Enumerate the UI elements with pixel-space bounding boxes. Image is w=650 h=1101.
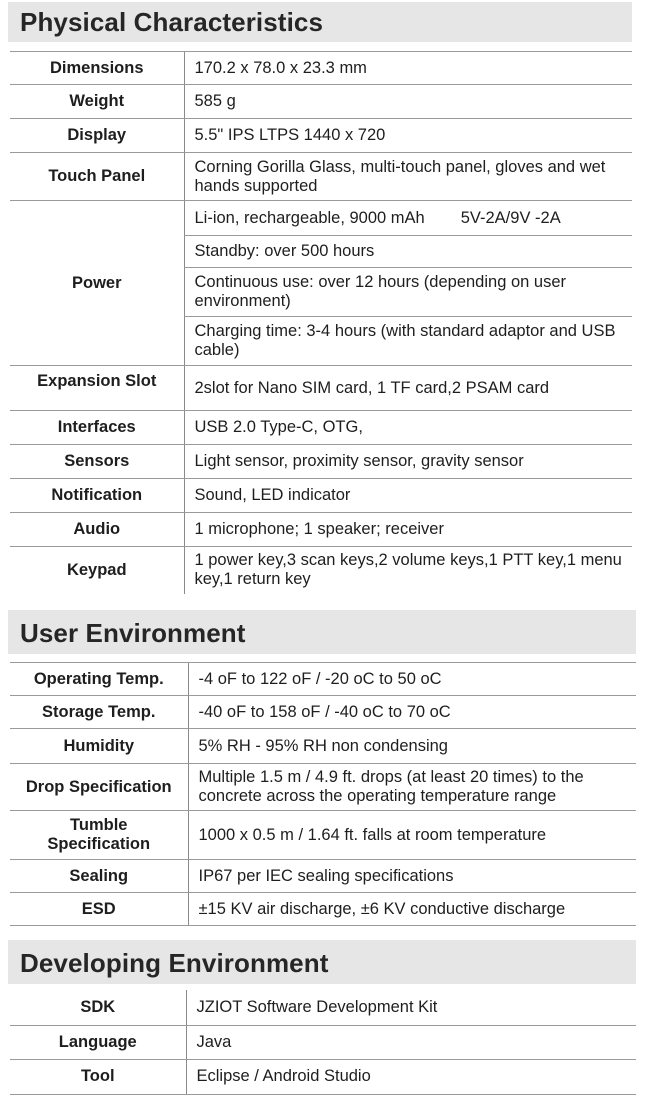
spec-label: SDK xyxy=(10,990,186,1025)
spec-value: Java xyxy=(186,1025,636,1059)
spec-row-storage-temp xyxy=(10,696,636,729)
spec-label: Interfaces xyxy=(10,411,184,445)
spec-value: ±15 KV air discharge, ±6 KV conductive discharge xyxy=(188,893,636,926)
spec-label: Dimensions xyxy=(10,52,184,85)
spec-value: -40 oF to 158 oF / -40 oC to 70 oC xyxy=(188,696,636,729)
spec-label: ESD xyxy=(10,893,188,926)
spec-label: Sealing xyxy=(10,860,188,893)
spec-label: Power xyxy=(10,201,184,366)
spec-value: 2slot for Nano SIM card, 1 TF card,2 PSAM card xyxy=(184,366,632,411)
spec-label: Touch Panel xyxy=(10,153,184,201)
section-title: User Environment xyxy=(20,618,246,648)
spec-row-tool xyxy=(10,1059,636,1094)
spec-row-notification xyxy=(10,479,632,513)
spec-row-display xyxy=(10,119,632,153)
spec-value: Sound, LED indicator xyxy=(184,479,632,513)
spec-label xyxy=(10,811,188,860)
developing-environment-header xyxy=(8,940,636,984)
spec-value: Light sensor, proximity sensor, gravity sensor xyxy=(184,445,632,479)
spec-label: Storage Temp. xyxy=(10,696,188,729)
spec-row-sensors xyxy=(10,445,632,479)
spec-value: Corning Gorilla Glass, multi-touch panel, gloves and wet hands supported xyxy=(184,153,632,201)
charger-text: 5V-2A/9V -2A xyxy=(460,208,561,227)
spec-label: Drop Specification xyxy=(10,764,188,811)
spec-label: Expansion Slot xyxy=(10,366,184,411)
spec-row-interfaces xyxy=(10,411,632,445)
spec-value: USB 2.0 Type-C, OTG, xyxy=(184,411,632,445)
section-title: Developing Environment xyxy=(20,948,329,978)
spec-row-sealing xyxy=(10,860,636,893)
label-line-2: Specification xyxy=(47,835,151,853)
spec-row-weight xyxy=(10,85,632,119)
spec-row-dimensions xyxy=(10,52,632,85)
physical-characteristics-table xyxy=(10,51,632,594)
spec-row-touch-panel xyxy=(10,153,632,201)
spec-value: 1 microphone; 1 speaker; receiver xyxy=(184,513,632,547)
spec-label: Humidity xyxy=(10,729,188,764)
spec-value: Eclipse / Android Studio xyxy=(186,1059,636,1094)
spec-value: Charging time: 3-4 hours (with standard adaptor and USB cable) xyxy=(184,317,632,366)
spec-label: Sensors xyxy=(10,445,184,479)
spec-value: IP67 per IEC sealing specifications xyxy=(188,860,636,893)
spec-value: 5% RH - 95% RH non condensing xyxy=(188,729,636,764)
spec-row-drop-spec xyxy=(10,764,636,811)
section-title: Physical Characteristics xyxy=(20,7,324,37)
spec-value: 170.2 x 78.0 x 23.3 mm xyxy=(184,52,632,85)
spec-value: -4 oF to 122 oF / -20 oC to 50 oC xyxy=(188,663,636,696)
spec-label: Operating Temp. xyxy=(10,663,188,696)
spec-value: JZIOT Software Development Kit xyxy=(186,990,636,1025)
spec-row-esd xyxy=(10,893,636,926)
spec-value: 1000 x 0.5 m / 1.64 ft. falls at room temperature xyxy=(188,811,636,860)
spec-label: Notification xyxy=(10,479,184,513)
spec-label: Language xyxy=(10,1025,186,1059)
label-line-1: Tumble xyxy=(70,816,128,834)
spec-row-keypad xyxy=(10,547,632,594)
spec-value-battery xyxy=(184,201,632,236)
spec-row-audio xyxy=(10,513,632,547)
spec-row-expansion-slot xyxy=(10,366,632,411)
spec-row-operating-temp xyxy=(10,663,636,696)
battery-text: Li-ion, rechargeable, 9000 mAh xyxy=(194,208,425,227)
spec-row-language xyxy=(10,1025,636,1059)
spec-value: 585 g xyxy=(184,85,632,119)
spec-row-tumble-spec xyxy=(10,811,636,860)
spec-row-sdk xyxy=(10,990,636,1025)
spec-label: Weight xyxy=(10,85,184,119)
developing-environment-table xyxy=(10,990,636,1095)
spec-row-power xyxy=(10,201,632,236)
spec-label: Keypad xyxy=(66,560,127,579)
spec-value: 5.5" IPS LTPS 1440 x 720 xyxy=(184,119,632,153)
spec-value: Standby: over 500 hours xyxy=(184,236,632,268)
spec-label: Display xyxy=(10,119,184,153)
spec-label: Tool xyxy=(10,1059,186,1094)
spec-value: Continuous use: over 12 hours (depending on user environment) xyxy=(184,268,632,317)
spec-label: Audio xyxy=(10,513,184,547)
user-environment-header xyxy=(8,610,636,654)
spec-row-humidity xyxy=(10,729,636,764)
spec-value: Multiple 1.5 m / 4.9 ft. drops (at least 20 times) to the concrete across the operating temperature range xyxy=(188,764,636,811)
spec-value: 1 power key,3 scan keys,2 volume keys,1 PTT key,1 menu key,1 return key xyxy=(184,547,632,594)
physical-characteristics-header xyxy=(8,2,632,42)
user-environment-table xyxy=(10,662,636,926)
